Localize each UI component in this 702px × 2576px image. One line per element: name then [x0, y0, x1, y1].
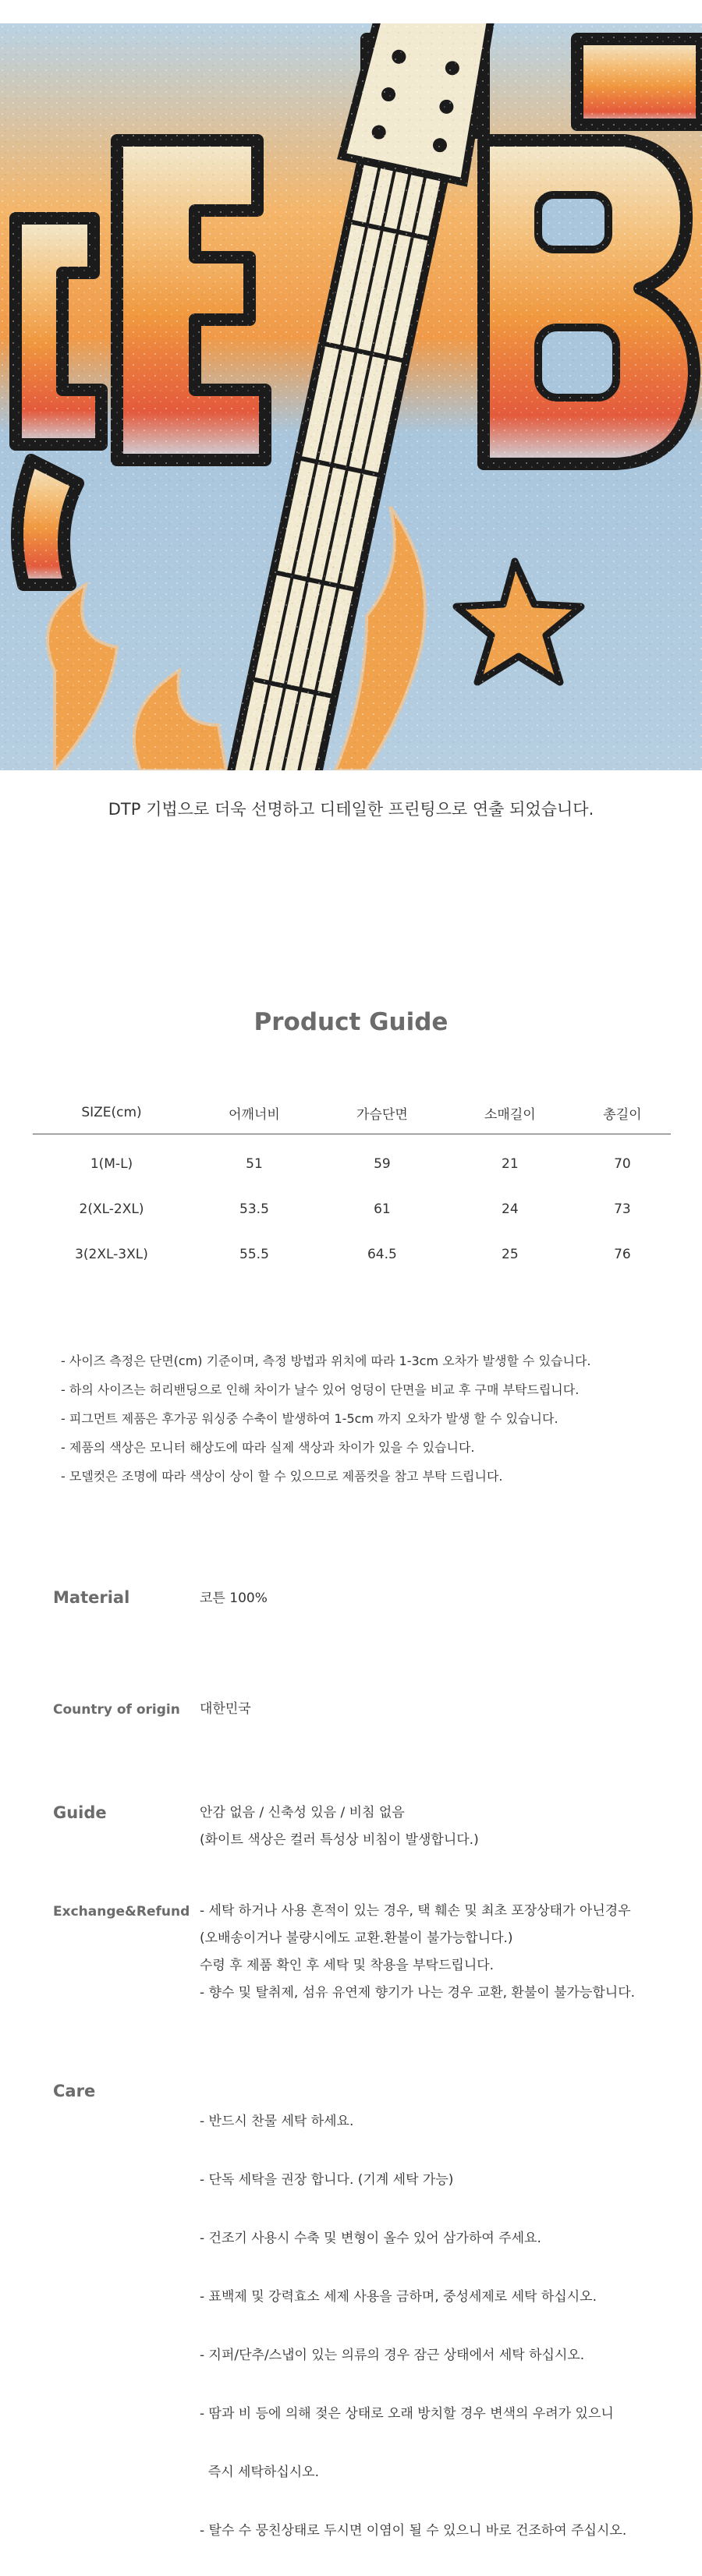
cell-length: 73	[614, 1201, 631, 1217]
size-table-header	[33, 1092, 671, 1134]
size-notes	[61, 1346, 591, 1491]
care-line: - 탈수 수 뭉친상태로 두시면 이염이 될 수 있으니 바로 건조하여 주십시오.	[200, 2523, 627, 2539]
guide-value	[200, 1799, 479, 1854]
note-item: - 피그먼트 제품은 후가공 워싱중 수축이 발생하여 1-5cm 까지 오차가 발생 할 수 있습니다.	[61, 1411, 558, 1426]
origin-label: Country of origin	[53, 1702, 180, 1718]
material-line: 코튼 100%	[200, 1591, 268, 1606]
header-shoulder: 어깨너비	[190, 1092, 318, 1134]
note-item: - 하의 사이즈는 허리밴딩으로 인해 차이가 날수 있어 엉덩이 단면을 비교 후 구매 부탁드립니다.	[61, 1382, 580, 1397]
header-sleeve: 소매길이	[446, 1092, 574, 1134]
exchange-line: 수령 후 제품 확인 후 세탁 및 착용을 부탁드립니다.	[200, 1958, 495, 1973]
material-value	[200, 1585, 268, 1612]
table-row	[33, 1134, 671, 1187]
origin-line: 대한민국	[200, 1701, 251, 1717]
product-print-image	[0, 23, 702, 770]
cell-shoulder: 53.5	[239, 1201, 269, 1217]
cell-shoulder: 55.5	[239, 1247, 269, 1262]
exchange-refund-value	[200, 1898, 635, 2007]
cell-length: 70	[614, 1156, 631, 1172]
table-row	[33, 1232, 671, 1277]
note-item: - 모델컷은 조명에 따라 색상이 상이 할 수 있으므로 제품컷을 참고 부탁 드립니다.	[61, 1469, 503, 1484]
size-table	[33, 1092, 671, 1277]
material-label: Material	[53, 1588, 130, 1607]
header-chest: 가슴단면	[318, 1092, 446, 1134]
exchange-line: (오배송이거나 불량시에도 교환.환불이 불가능합니다.)	[200, 1930, 513, 1946]
cell-chest: 61	[374, 1201, 391, 1217]
guide-label: Guide	[53, 1803, 107, 1822]
exchange-refund-label: Exchange&Refund	[53, 1904, 190, 1920]
care-line: - 땀과 비 등에 의해 젖은 상태로 오래 방치할 경우 변색의 우려가 있으니	[200, 2406, 614, 2422]
care-line: - 표백제 및 강력효소 세제 사용을 금하며, 중성세제로 세탁 하십시오.	[200, 2289, 597, 2305]
care-line: - 건조기 사용시 수축 및 변형이 올수 있어 삼가하여 주세요.	[200, 2231, 541, 2246]
note-item: - 사이즈 측정은 단면(cm) 기준이며, 측정 방법과 위치에 따라 1-3cm 오차가 발생할 수 있습니다.	[61, 1353, 591, 1368]
exchange-line: - 향수 및 탈취제, 섬유 유연제 향기가 나는 경우 교환, 환불이 불가능합니다.	[200, 1985, 636, 2001]
care-line: - 지퍼/단추/스냅이 있는 의류의 경우 잠근 상태에서 세탁 하십시오.	[200, 2348, 585, 2363]
cell-length: 76	[614, 1247, 631, 1262]
care-label: Care	[53, 2082, 96, 2100]
cell-sleeve: 24	[502, 1201, 519, 1217]
cell-sleeve: 21	[502, 1156, 519, 1172]
exchange-line: - 세탁 하거나 사용 흔적이 있는 경우, 택 훼손 및 최초 포장상태가 아닌경우	[200, 1903, 631, 1919]
cell-chest: 64.5	[367, 1247, 397, 1262]
guide-line: 안감 없음 / 신축성 있음 / 비침 없음	[200, 1805, 405, 1821]
cell-shoulder: 51	[246, 1156, 263, 1172]
cell-size: 3(2XL-3XL)	[75, 1247, 148, 1262]
header-length: 총길이	[574, 1092, 671, 1134]
origin-value	[200, 1696, 251, 1723]
cell-size: 2(XL-2XL)	[79, 1201, 144, 1217]
header-size: SIZE(cm)	[33, 1092, 190, 1134]
care-line: - 단독 세탁을 권장 합니다. (기계 세탁 가능)	[200, 2172, 454, 2188]
cell-sleeve: 25	[502, 1247, 519, 1262]
product-guide-title: Product Guide	[254, 1008, 448, 1036]
cell-size: 1(M-L)	[90, 1156, 133, 1172]
note-item: - 제품의 색상은 모니터 해상도에 따라 실제 색상과 차이가 있을 수 있습니다.	[61, 1440, 475, 1455]
guide-line: (화이트 색상은 컬러 특성상 비침이 발생합니다.)	[200, 1832, 479, 1848]
cell-chest: 59	[374, 1156, 391, 1172]
table-row	[33, 1187, 671, 1232]
care-line: 즉시 세탁하십시오.	[200, 2465, 319, 2480]
care-line: - 반드시 찬물 세탁 하세요.	[200, 2114, 354, 2129]
product-caption: DTP 기법으로 더욱 선명하고 디테일한 프린팅으로 연출 되었습니다.	[108, 800, 594, 819]
care-value	[200, 2077, 626, 2576]
